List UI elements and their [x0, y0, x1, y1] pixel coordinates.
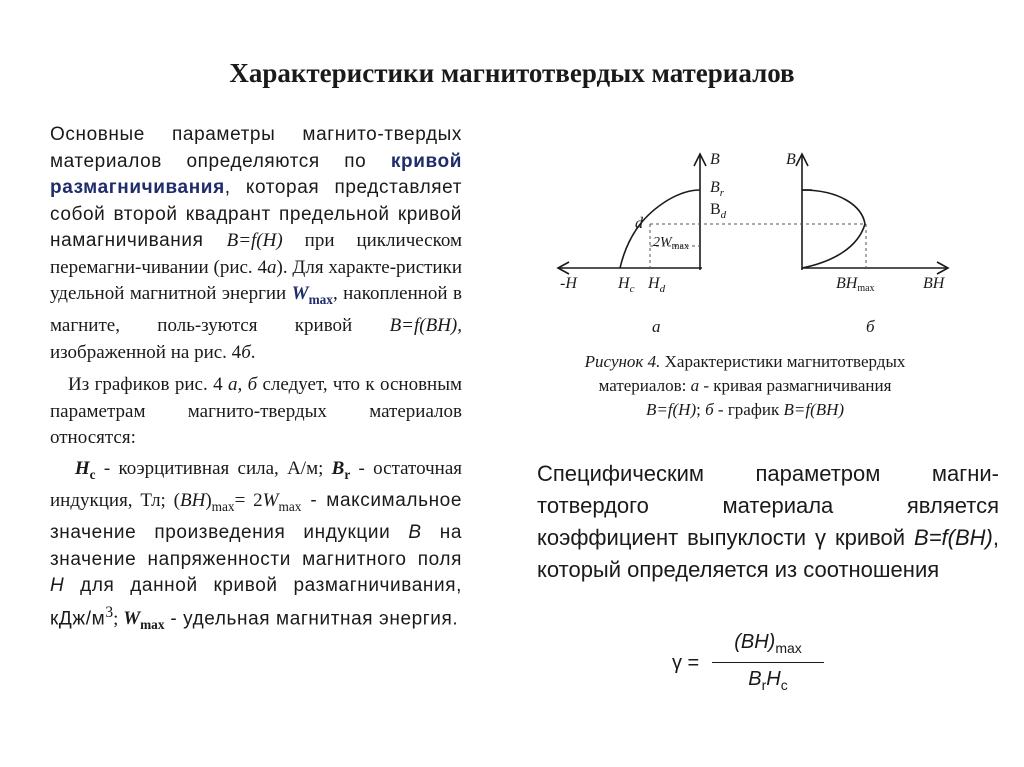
caption-text: Характеристики магнитотвердых: [660, 352, 906, 371]
text-run: ;: [113, 608, 124, 630]
left-text-column: [50, 122, 462, 639]
energy-curve: [802, 190, 865, 268]
caption-label: Рисунок 4.: [584, 352, 661, 371]
caption-fig-b: б: [705, 400, 714, 419]
formula-denominator: $B_rH_c$: [748, 668, 788, 693]
text-run: - коэрцитивная сила, А/м;: [95, 457, 332, 479]
label-bhmax: BHmax: [836, 275, 875, 294]
hc-symbol: H: [74, 457, 90, 479]
text-run: , накопленной в магните, поль-зуются кривой: [50, 283, 462, 337]
caption-equation-bh: B=f(BH): [783, 400, 845, 419]
paragraph-graphs: [50, 372, 462, 452]
right-text-paragraph: [537, 458, 999, 586]
figure-caption: [520, 350, 970, 422]
label-br: $B_r$: [710, 179, 725, 199]
caption-text: - график: [713, 400, 784, 419]
wmax-symbol: W: [123, 608, 141, 630]
caption-equation-h: B=f(H): [645, 400, 697, 419]
label-minus-h: -H: [560, 275, 577, 292]
text-run: , которая представляет собой второй квадрант предельной кривой намагничивания: [50, 177, 462, 251]
bh-symbol: BH: [180, 490, 206, 512]
text-run: = 2: [234, 490, 263, 512]
label-b-axis-a: B: [710, 151, 720, 168]
label-2wmax: $2W_{max}$: [653, 235, 689, 252]
text-run: следует, что к основным параметрам магнито-твердых материалов относятся:: [50, 374, 462, 449]
caption-fig-a: а: [690, 376, 700, 395]
label-bh-axis: BH: [923, 275, 945, 292]
demagnetization-curve: [620, 190, 700, 268]
convexity-formula: [672, 628, 872, 708]
fig-ref-a: а: [267, 256, 277, 278]
equation-b-f-bh: B=f(BH),: [389, 315, 462, 337]
text-run: - удельная магнитная энергия.: [164, 608, 459, 630]
h-symbol: H: [50, 575, 65, 597]
formula-numerator: $(BH)_{max}$: [734, 631, 802, 656]
hc-sub: c: [89, 466, 96, 482]
text-run: Из графиков рис. 4: [68, 374, 228, 396]
caption-text: - кривая размагничивания: [699, 376, 892, 395]
br-sub: r: [344, 466, 351, 482]
text-run: на значение напряженности магнитного поля: [50, 522, 463, 570]
label-hd: $H_d$: [648, 275, 666, 295]
label-hc: $H_c$: [618, 275, 635, 295]
text-run: , который определяется из соотношения: [537, 525, 999, 582]
text-run: при циклическом перемагни-чивании (рис. 4: [50, 230, 463, 278]
label-bd: $B_d$: [710, 201, 727, 221]
fig-ref-ab: а, б: [227, 374, 258, 396]
br-symbol: B: [331, 457, 345, 479]
wmax-sub: max: [140, 617, 165, 633]
fraction-bar: [712, 662, 824, 663]
wmax-symbol: W: [291, 283, 309, 304]
wmax-symbol: W: [262, 490, 279, 512]
caption-text: материалов:: [598, 376, 691, 395]
demagnetization-curve-term: кривой размагничивания: [50, 150, 462, 198]
equation-b-f-h: B=f(H): [226, 230, 283, 251]
paragraph-parameters: [50, 456, 462, 639]
text-run: Основные параметры магнито-твердых материалов определяются по: [50, 124, 462, 172]
text-run: ): [205, 490, 212, 512]
b-symbol: B: [408, 522, 422, 544]
fig-ref-b: б: [241, 341, 251, 363]
text-run: .: [250, 341, 256, 363]
text-run: изображенной на рис. 4: [50, 341, 242, 363]
label-graph-b: б: [866, 317, 875, 336]
cube-sup: 3: [105, 603, 114, 621]
text-run: Специфическим параметром магни-тотвердого материала является коэффициент выпуклости γ кривой: [537, 461, 999, 550]
bh-sub: max: [211, 498, 235, 514]
figure-4-graphs: [540, 148, 980, 343]
text-run: - остаточная индукция, Тл; (: [50, 457, 463, 512]
text-run: ). Для характе-ристики удельной магнитной энергии: [50, 256, 462, 304]
page-title: Характеристики магнитотвердых материалов: [229, 58, 795, 88]
label-graph-a: а: [652, 317, 661, 336]
caption-text: ;: [696, 400, 706, 419]
text-run: для данной кривой размагничивания, кДж/м: [50, 575, 462, 630]
equation-b-f-bh: B=f(BH): [914, 525, 993, 550]
paragraph-intro: [50, 122, 462, 366]
text-run: - максимальное значение произведения индукции: [50, 490, 462, 544]
wmax-sub: max: [278, 498, 302, 514]
wmax-sub: max: [308, 291, 333, 307]
label-b-axis-b: B: [786, 151, 796, 168]
gamma-symbol: γ =: [672, 652, 700, 674]
label-d: d: [635, 215, 643, 232]
